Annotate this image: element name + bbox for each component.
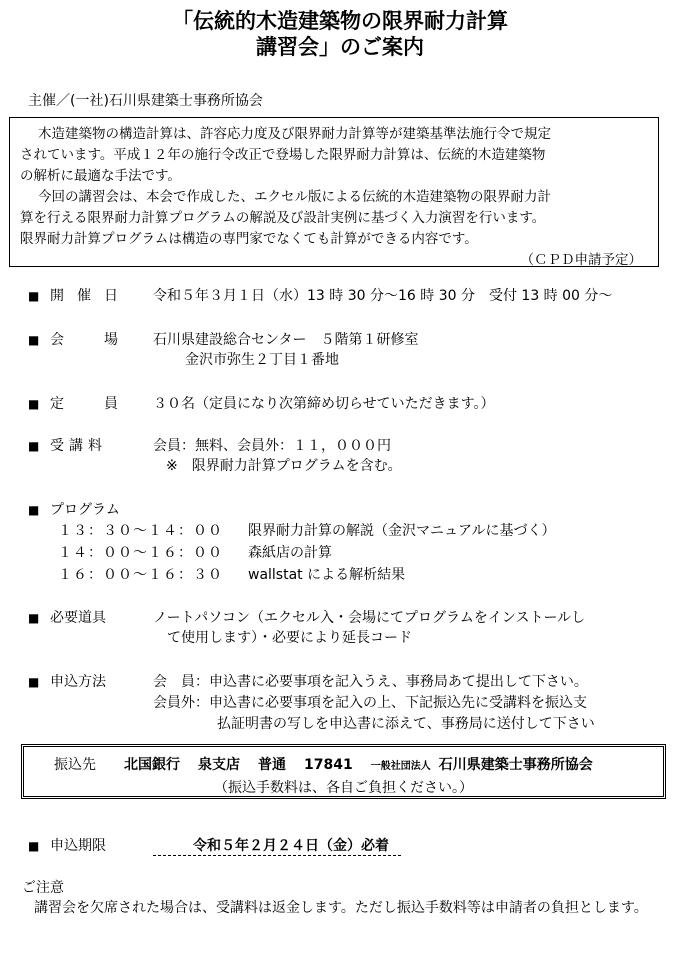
apply-nonmember-label: 会員外：	[153, 695, 209, 711]
intro-line: 限界耐力計算プログラムは構造の専門家でなくても計算ができる内容です。	[20, 231, 478, 247]
bank-transfer-box	[21, 744, 666, 799]
deadline-value: 令和５年２月２４日（金）必着	[153, 838, 401, 856]
account-number: 17841	[304, 757, 353, 773]
apply-nonmember-row	[153, 693, 587, 713]
program-list	[58, 520, 555, 586]
fee-value: 会員：無料、会員外：１１，０００円	[153, 438, 391, 454]
bullet-icon: ■	[28, 397, 40, 411]
bullet-icon: ■	[28, 839, 40, 853]
bank-fee-note: （振込手数料は、各自ご負担ください。）	[214, 780, 473, 796]
program-item	[58, 520, 555, 542]
intro-line: の解析に最適な手法です。	[20, 168, 181, 184]
program-time: １６：００～１６：３０	[58, 567, 223, 583]
tools-label: 必要道具	[50, 610, 106, 626]
bank-name: 北国銀行	[124, 757, 180, 773]
program-content: 限界耐力計算の解説（金沢マニュアルに基づく）	[248, 523, 556, 539]
venue-address: 金沢市弥生２丁目１番地	[185, 352, 339, 368]
date-value: 令和５年３月１日（水）13 時 30 分～16 時 30 分 受付 13 時 00 分～	[153, 288, 613, 304]
bullet-icon: ■	[28, 675, 40, 689]
fee-row	[28, 436, 391, 456]
document-title-line1: 「伝統的木造建築物の限界耐力計算	[172, 9, 508, 33]
program-item	[58, 542, 555, 564]
organizer: 主催／(一社)石川県建築士事務所協会	[28, 93, 263, 109]
bullet-icon: ■	[28, 289, 40, 303]
notes-body: 講習会を欠席された場合は、受講料は返金します。ただし振込手数料等は申請者の負担とします。	[34, 900, 648, 916]
deadline-label: 申込期限	[50, 838, 106, 854]
bank-details	[54, 754, 611, 774]
account-type: 普通	[258, 757, 286, 773]
intro-line: 今回の講習会は、本会で作成した、エクセル版による伝統的木造建築物の限界耐力計	[38, 189, 551, 205]
apply-member-text: 申込書に必要事項を記入うえ、事務局あて提出して下さい。	[209, 674, 588, 690]
intro-line: されています。平成１２年の施行令改正で登場した限界耐力計算は、伝統的木造建築物	[20, 147, 546, 163]
bank-branch: 泉支店	[198, 757, 240, 773]
capacity-value: ３０名（定員になり次第締め切らせていただきます。）	[153, 396, 495, 412]
program-content: wallstat による解析結果	[248, 567, 406, 583]
program-time: １４：００～１６：００	[58, 545, 223, 561]
tools-row	[28, 608, 585, 628]
bullet-icon: ■	[28, 333, 40, 347]
bullet-icon: ■	[28, 503, 40, 517]
bullet-icon: ■	[28, 611, 40, 625]
bullet-icon: ■	[28, 439, 40, 453]
tools-line2: て使用します）・必要により延長コード	[167, 630, 412, 646]
bank-label: 振込先	[54, 757, 96, 773]
apply-row	[28, 672, 588, 692]
program-content: 森紙店の計算	[248, 545, 332, 561]
apply-label: 申込方法	[50, 674, 106, 690]
date-label: 開催日	[50, 288, 131, 304]
intro-line: 算を行える限界耐力計算プログラムの解説及び設計実例に基づく入力演習を行います。	[20, 210, 546, 226]
venue-label: 会場	[50, 332, 158, 348]
fee-label: 受講料	[50, 438, 107, 454]
notes-title: ご注意	[22, 880, 64, 896]
program-item	[58, 564, 555, 586]
account-holder: 石川県建築士事務所協会	[438, 757, 593, 773]
program-label: プログラム	[50, 502, 120, 518]
apply-member-label: 会 員：	[153, 674, 209, 690]
venue-name: 石川県建設総合センター ５階第１研修室	[153, 332, 419, 348]
tools-line1: ノートパソコン（エクセル入・会場にてプログラムをインストールし	[153, 610, 586, 626]
program-row	[28, 500, 120, 520]
capacity-label: 定員	[50, 396, 158, 412]
intro-box	[9, 117, 659, 267]
cpd-note: （ＣＰＤ申請予定）	[520, 252, 642, 268]
apply-nonmember-text1: 申込書に必要事項を記入の上、下記振込先に受講料を振込支	[209, 695, 587, 711]
deadline-row	[28, 836, 401, 856]
capacity-row	[28, 394, 494, 414]
account-holder-prefix: 一般社団法人	[370, 761, 431, 772]
intro-line: 木造建築物の構造計算は、許容応力度及び限界耐力計算等が建築基準法施行令で規定	[38, 126, 551, 142]
fee-note: ※ 限界耐力計算プログラムを含む。	[166, 458, 402, 474]
venue-row	[28, 330, 418, 350]
apply-nonmember-text2: 払証明書の写しを申込書に添えて、事務局に送付して下さい	[217, 716, 595, 732]
program-time: １３：３０～１４：００	[58, 523, 223, 539]
date-row	[28, 286, 612, 306]
document-title-line2: 講習会」のご案内	[256, 35, 424, 59]
